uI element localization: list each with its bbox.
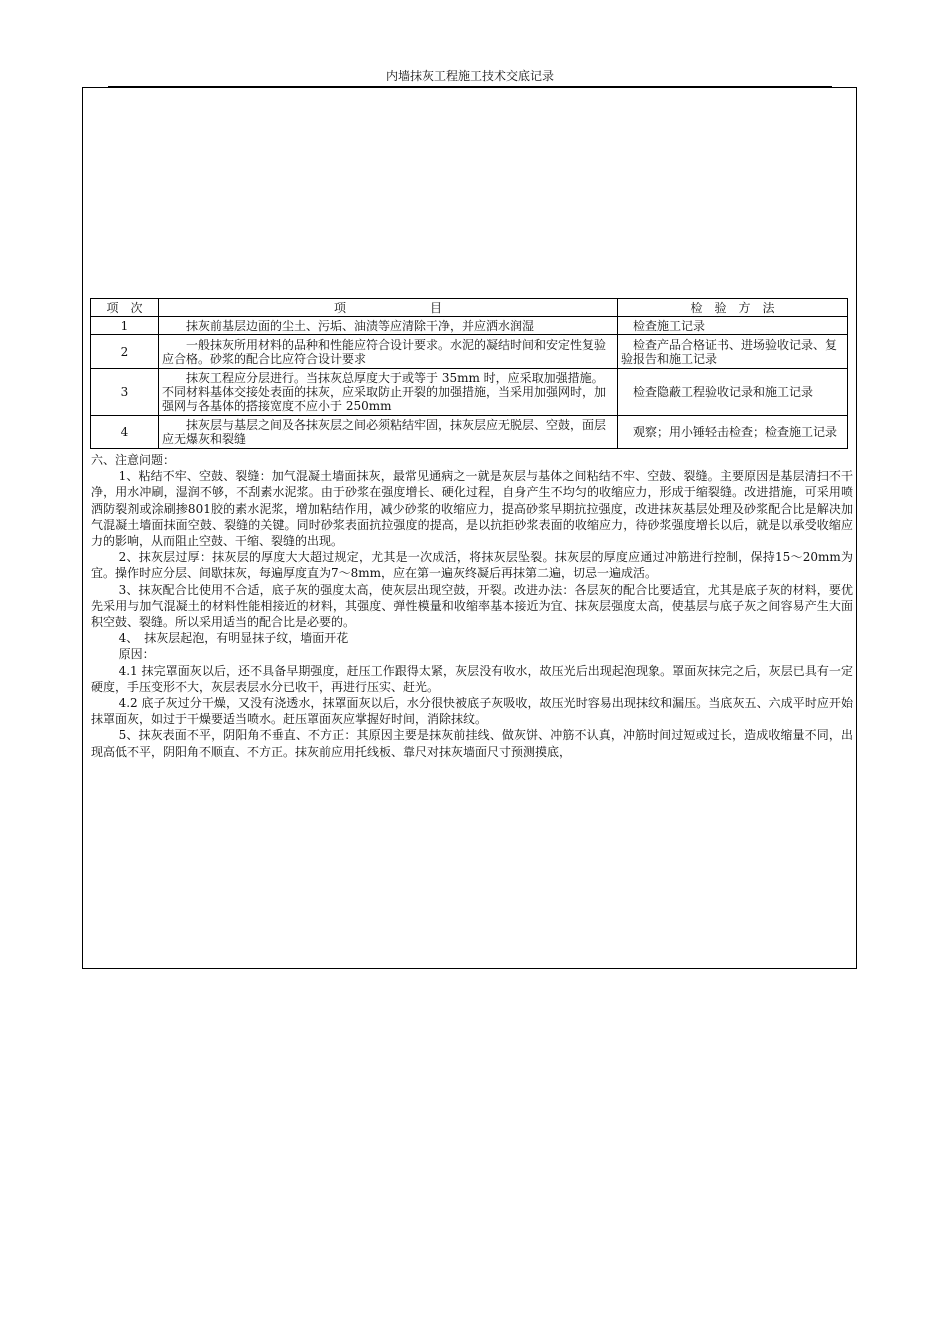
- table-row: [91, 335, 848, 369]
- header-no: 项 次: [91, 299, 159, 317]
- row-no: 2: [91, 335, 159, 369]
- row-no: 1: [91, 317, 159, 335]
- table-row: [91, 416, 848, 449]
- row-item: 一般抹灰所用材料的品种和性能应符合设计要求。水泥的凝结时间和安定性复验应合格。砂浆的配合比应符合设计要求: [159, 335, 618, 369]
- note-paragraph: 原因：: [118, 647, 155, 662]
- notes-heading: 六、注意问题：: [91, 453, 176, 467]
- row-no: 3: [91, 369, 159, 416]
- row-no: 4: [91, 416, 159, 449]
- row-method: 观察；用小锤轻击检查；检查施工记录: [618, 416, 848, 449]
- note-paragraph: 4、 抹灰层起泡，有明显抹子纹，墙面开花: [118, 631, 349, 646]
- row-method: 检查产品合格证书、进场验收记录、复验报告和施工记录: [618, 335, 848, 369]
- row-item: 抹灰前基层边面的尘土、污垢、油渍等应清除干净，并应洒水润湿: [159, 317, 618, 335]
- note-paragraph: 5、抹灰表面不平，阴阳角不垂直、不方正：其原因主要是抹灰前挂线、做灰饼、冲筋不认真，冲筋时间过短或过长，造成收缩量不同，出现高低不平，阴阳角不顺直、不方正。抹灰前应用托线板、靠尺对抹灰墙面尺寸预测摸底，: [91, 728, 853, 759]
- note-paragraph: 1、粘结不牢、空鼓、裂缝：加气混凝土墙面抹灰，最常见通病之一就是灰层与基体之间粘结不牢、空鼓、裂缝。主要原因是基层清扫不干净，用水冲刷，湿润不够，不刮素水泥浆。由于砂浆在强度增长、硬化过程，自身产生不均匀的收缩应力，形成于缩裂缝。改进措施，可采用喷洒防裂剂或涂刷掺801胶的素水泥浆，增加粘结作用，减少砂浆的收缩应力，提高砂浆早期抗拉强度，改进抹灰基层处理及砂浆配合比是解决加气混凝土墙面抹面空鼓、裂缝的关键。同时砂浆表面抗拉强度的提高，是以抗拒砂浆表面的收缩应力，待砂浆强度增长以后，就是以承受收缩应力的影响，从而阻止空鼓、干缩、裂缝的出现。: [91, 469, 853, 549]
- page-title: 内墙抹灰工程施工技术交底记录: [385, 69, 554, 83]
- row-item: 抹灰工程应分层进行。当抹灰总厚度大于或等于 35mm 时，应采取加强措施。不同材料基体交接处表面的抹灰，应采取防止开裂的加强措施，当采用加强网时，加强网与各基体的搭接宽度不应小于 250mm: [159, 369, 618, 416]
- inspection-table: [90, 298, 848, 449]
- notes-section: [91, 452, 853, 760]
- note-paragraph: 3、抹灰配合比使用不合适，底子灰的强度太高，使灰层出现空鼓，开裂。改进办法：各层灰的配合比要适宜，尤其是底子灰的材料，要优先采用与加气混凝土的材料性能相接近的材料，其强度、弹性模量和收缩率基本接近为宜、抹灰层强度太高，使基层与底子灰之间容易产生大面积空鼓、裂缝。所以采用适当的配合比是必要的。: [91, 582, 853, 630]
- note-paragraph: 2、抹灰层过厚：抹灰层的厚度大大超过规定，尤其是一次成活，将抹灰层坠裂。抹灰层的厚度应通过冲筋进行控制，保持15～20mm为宜。操作时应分层、间歇抹灰，每遍厚度直为7～8mm，应在第一遍灰终凝后再抹第二遍，切忌一遍成活。: [91, 550, 853, 581]
- header-item: 项 目: [159, 299, 618, 317]
- note-paragraph: 4.1 抹完罩面灰以后，还不具备早期强度，赶压工作跟得太紧，灰层没有收水，故压光后出现起泡现象。罩面灰抹完之后，灰层已具有一定硬度，手压变形不大，灰层表层水分已收干，再进行压实、赶光。: [91, 663, 853, 694]
- row-method: 检查隐蔽工程验收记录和施工记录: [618, 369, 848, 416]
- header-method: 检 验 方 法: [618, 299, 848, 317]
- row-method: 检查施工记录: [618, 317, 848, 335]
- row-item: 抹灰层与基层之间及各抹灰层之间必须粘结牢固，抹灰层应无脱层、空鼓，面层应无爆灰和裂缝: [159, 416, 618, 449]
- table-row: [91, 369, 848, 416]
- table-header-row: [91, 299, 848, 317]
- note-paragraph: 4.2 底子灰过分干燥，又没有浇透水，抹罩面灰以后，水分很快被底子灰吸收，故压光时容易出现抹纹和漏压。当底灰五、六成平时应开始抹罩面灰，如过于干燥要适当喷水。赶压罩面灰应掌握好时间，消除抹纹。: [91, 696, 853, 727]
- table-row: [91, 317, 848, 335]
